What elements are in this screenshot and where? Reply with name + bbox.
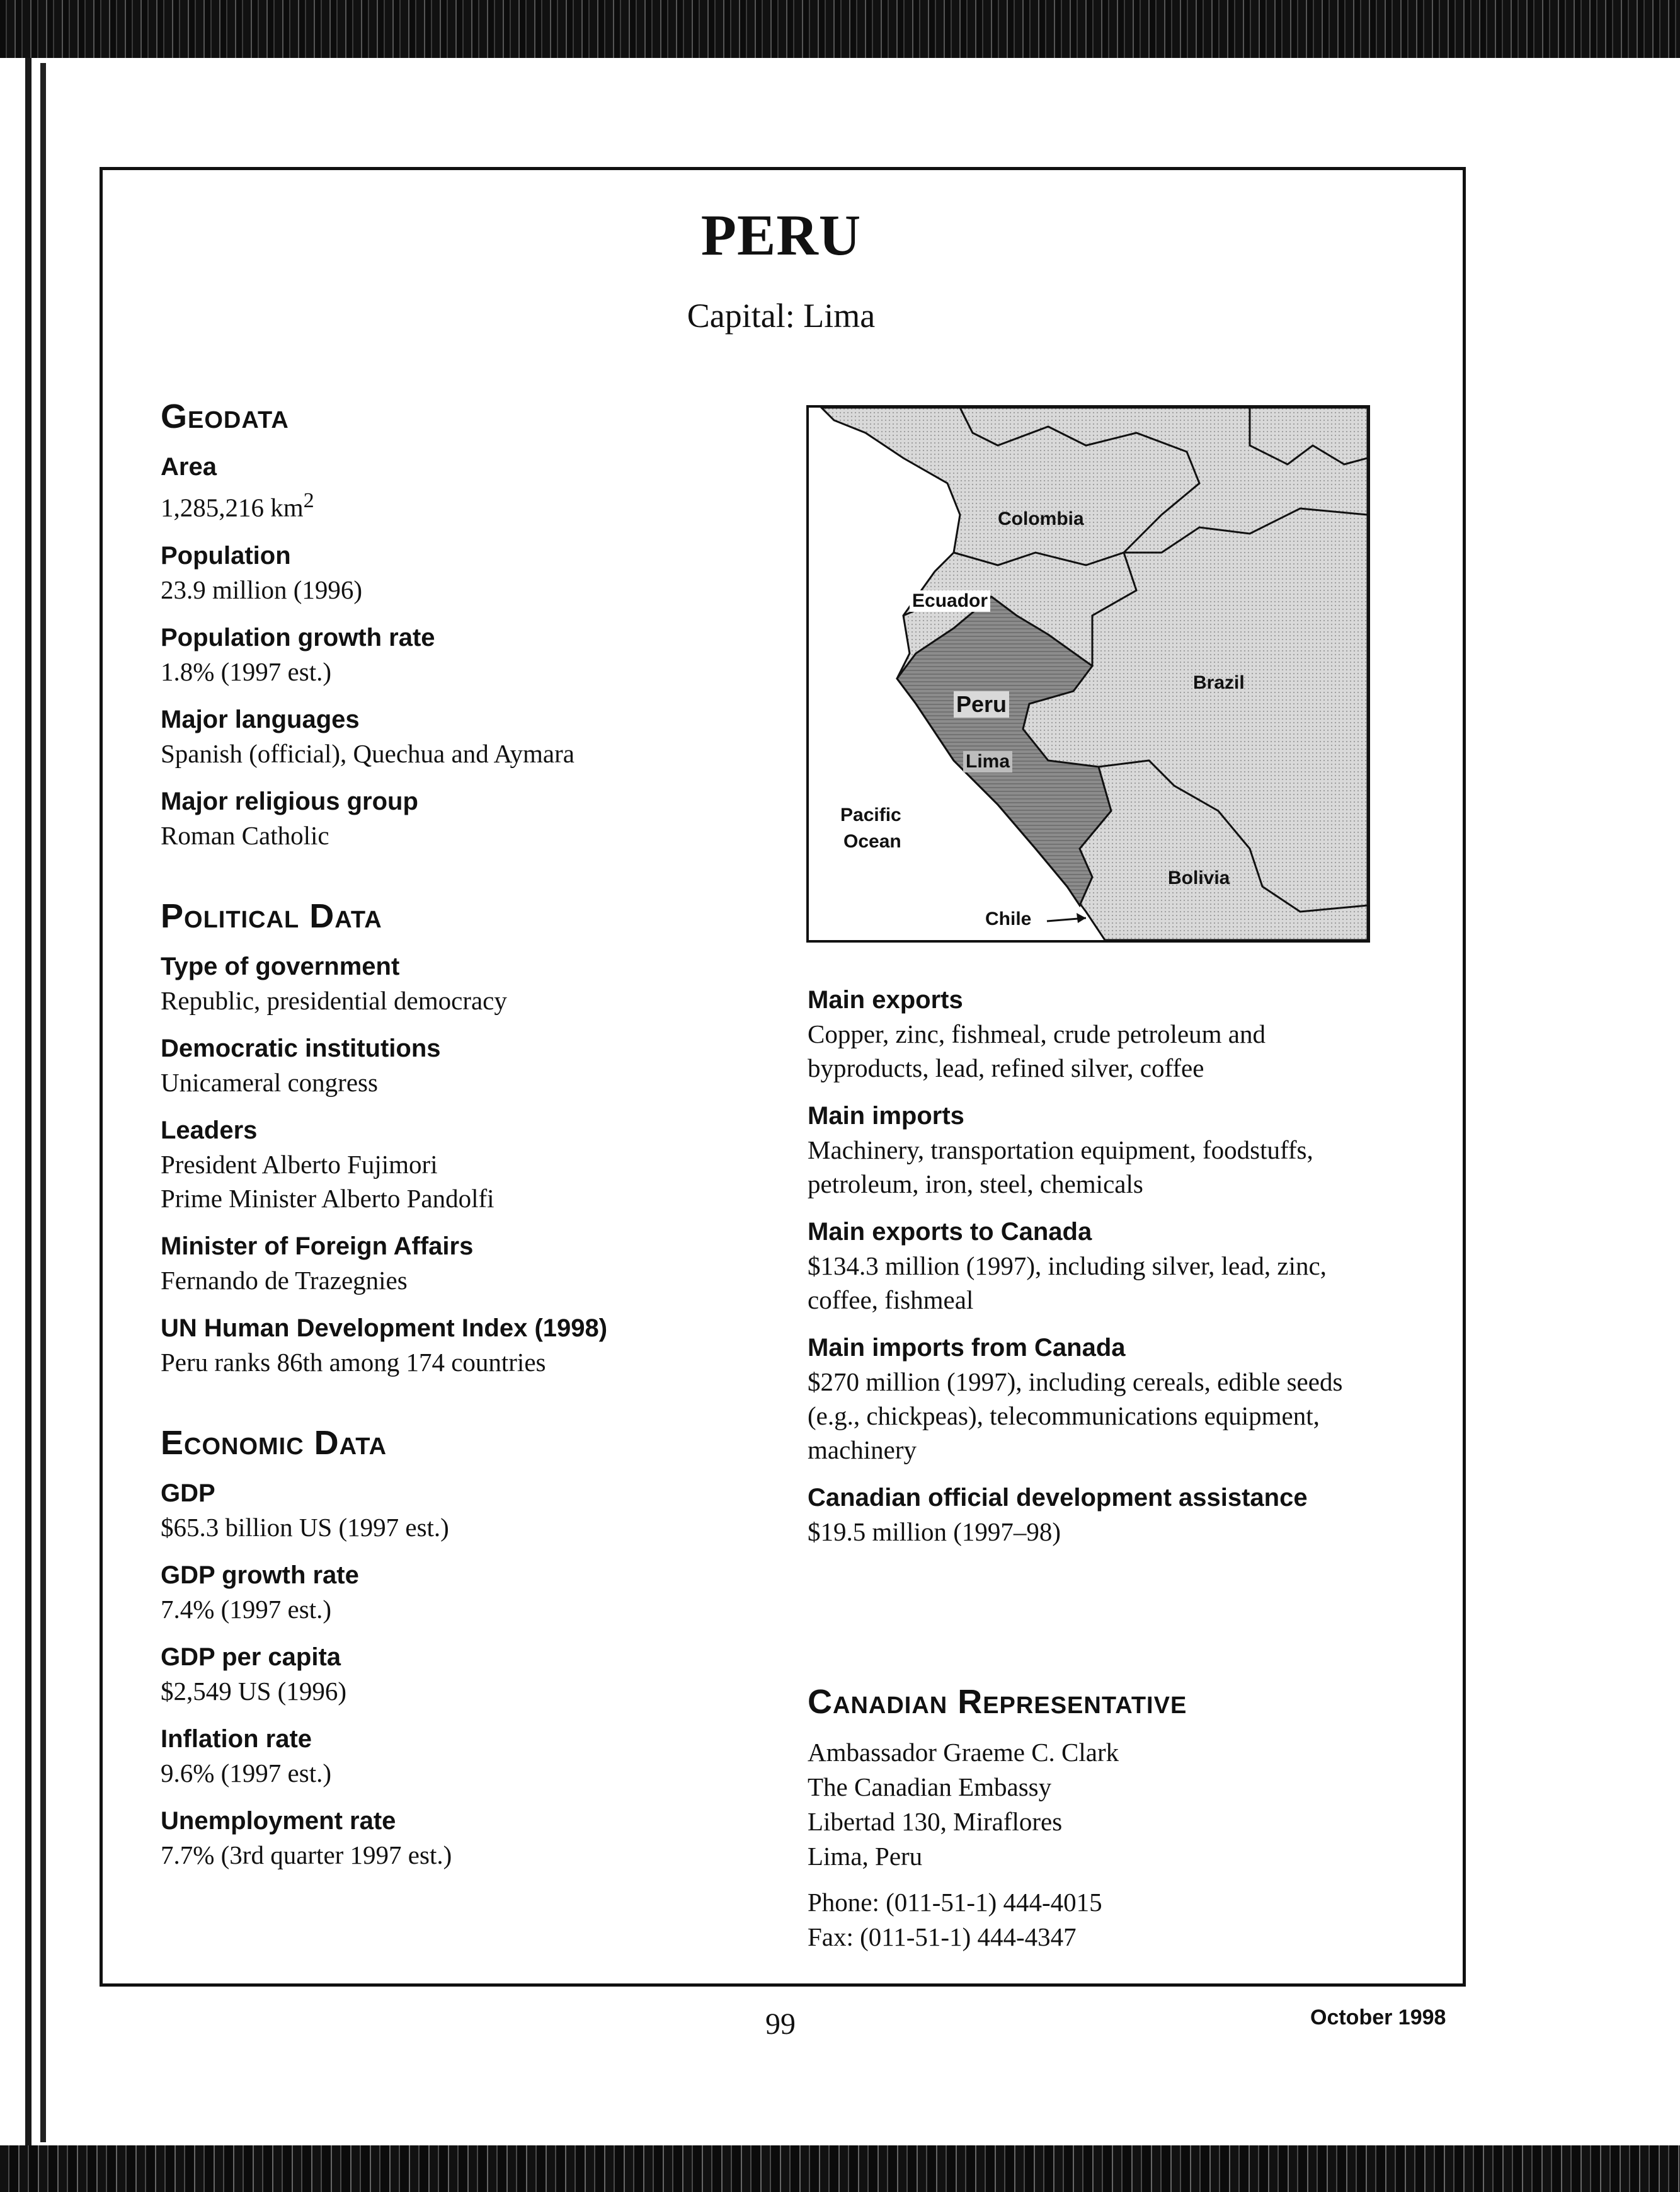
field-value: Peru ranks 86th among 174 countries [161, 1347, 546, 1377]
field-label: Leaders [161, 1116, 258, 1144]
map-label-chile: Chile [985, 909, 1032, 929]
capital-subtitle: Capital: Lima [687, 297, 876, 335]
address-line: The Canadian Embassy [808, 1772, 1052, 1801]
field-value: Prime Minister Alberto Pandolfi [161, 1183, 494, 1213]
field-value: 7.4% (1997 est.) [161, 1594, 332, 1624]
address-line: Lima, Peru [808, 1842, 923, 1871]
section-heading-representative: Canadian Representative [808, 1683, 1187, 1721]
superscript: 2 [303, 489, 314, 512]
field-label: Main imports [808, 1102, 964, 1130]
binding-line [40, 63, 46, 2142]
canadian-representative [808, 1682, 1437, 1954]
section-heading-geodata: Geodata [161, 398, 289, 435]
field-value: petroleum, iron, steel, chemicals [808, 1169, 1143, 1198]
field-value: $19.5 million (1997–98) [808, 1517, 1061, 1546]
field-value: $65.3 billion US (1997 est.) [161, 1512, 449, 1542]
map-drawing [809, 408, 1368, 940]
map-label-ocean: Ocean [843, 831, 901, 852]
field-value: coffee, fishmeal [808, 1285, 974, 1314]
field-label: Population growth rate [161, 623, 435, 651]
field-value: President Alberto Fujimori [161, 1149, 438, 1179]
field-value: Republic, presidential democracy [161, 985, 507, 1015]
section-heading-political: Political Data [161, 897, 382, 935]
fax-number: Fax: (011-51-1) 444-4347 [808, 1922, 1077, 1951]
map-label-brazil: Brazil [1193, 672, 1245, 693]
field-label: Main imports from Canada [808, 1334, 1126, 1362]
field-value: machinery [808, 1435, 917, 1464]
field-value: $2,549 US (1996) [161, 1676, 346, 1706]
field-value: 7.7% (3rd quarter 1997 est.) [161, 1840, 452, 1869]
field-label: Inflation rate [161, 1724, 312, 1753]
peru-map [806, 405, 1370, 943]
section-heading-economic: Economic Data [161, 1423, 387, 1462]
field-value: Fernando de Trazegnies [161, 1265, 408, 1295]
field-label: Area [161, 453, 217, 481]
field-value: Copper, zinc, fishmeal, crude petroleum and [808, 1019, 1266, 1048]
field-value: Roman Catholic [161, 820, 329, 850]
address-line: Libertad 130, Miraflores [808, 1807, 1063, 1836]
area-value: 1,285,216 km [161, 493, 304, 522]
field-value: Spanish (official), Quechua and Aymara [161, 738, 574, 768]
field-label: Main exports [808, 986, 963, 1014]
field-label: Major languages [161, 705, 360, 733]
field-label: Democratic institutions [161, 1034, 441, 1062]
field-label: UN Human Development Index (1998) [161, 1314, 608, 1342]
map-label-ecuador: Ecuador [910, 590, 990, 612]
field-value: $270 million (1997), including cereals, edible seeds [808, 1367, 1343, 1396]
field-value: byproducts, lead, refined silver, coffee [808, 1053, 1204, 1082]
field-label: Type of government [161, 952, 400, 980]
field-label: Unemployment rate [161, 1806, 396, 1835]
scan-edge-top [0, 0, 1680, 58]
field-value [161, 484, 791, 525]
field-label: Minister of Foreign Affairs [161, 1232, 474, 1260]
right-column [808, 983, 1437, 1549]
map-label-lima: Lima [963, 751, 1012, 772]
field-value: 1.8% (1997 est.) [161, 657, 332, 686]
field-value: 23.9 million (1996) [161, 575, 363, 604]
field-value: (e.g., chickpeas), telecommunications equipment, [808, 1401, 1320, 1430]
field-value: Unicameral congress [161, 1067, 378, 1097]
map-label-bolivia: Bolivia [1168, 868, 1230, 888]
scan-edge-bottom [0, 2145, 1680, 2192]
publication-date: October 1998 [1310, 2006, 1446, 2029]
field-value: $134.3 million (1997), including silver, lead, zinc, [808, 1251, 1327, 1280]
address-line: Ambassador Graeme C. Clark [808, 1738, 1119, 1767]
field-label: GDP growth rate [161, 1561, 359, 1589]
map-label-pacific: Pacific [840, 805, 901, 825]
map-label-peru: Peru [954, 691, 1009, 718]
field-label: Major religious group [161, 787, 418, 815]
field-label: Population [161, 541, 291, 570]
field-label: Canadian official development assistance [808, 1484, 1308, 1512]
field-value: 9.6% (1997 est.) [161, 1758, 332, 1787]
map-label-colombia: Colombia [998, 508, 1084, 529]
field-label: GDP per capita [161, 1643, 341, 1671]
page-title: PERU [700, 203, 862, 267]
field-label: GDP [161, 1479, 215, 1507]
binding-line [25, 58, 31, 2145]
phone-number: Phone: (011-51-1) 444-4015 [808, 1888, 1102, 1917]
left-column [161, 397, 791, 1872]
page-number: 99 [765, 2007, 796, 2041]
field-label: Main exports to Canada [808, 1218, 1092, 1246]
field-value: Machinery, transportation equipment, foodstuffs, [808, 1135, 1313, 1164]
